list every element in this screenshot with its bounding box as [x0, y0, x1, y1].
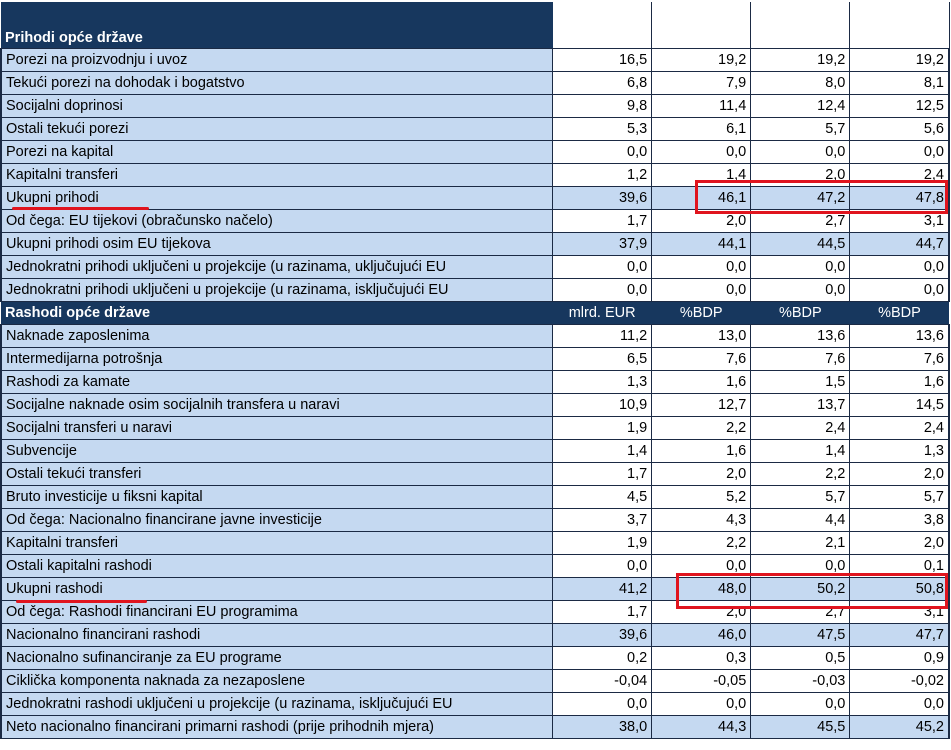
value-cell: 19,2: [652, 49, 751, 72]
table-row: [1, 440, 949, 463]
row-label: Jednokratni rashodi uključeni u projekcije (u razinama, isključujući EU: [1, 693, 553, 716]
value-cell: 1,4: [652, 164, 751, 187]
table-row: [1, 279, 949, 302]
value-cell: 4,5: [553, 486, 652, 509]
value-cell: 11,2: [553, 325, 652, 348]
value-cell: 5,3: [553, 118, 652, 141]
table-row: [1, 325, 949, 348]
value-cell: 2,0: [652, 463, 751, 486]
value-cell: 0,0: [652, 693, 751, 716]
value-cell: 19,2: [751, 49, 850, 72]
value-cell: 47,7: [850, 624, 949, 647]
value-cell: 46,0: [652, 624, 751, 647]
value-cell: 48,0: [652, 578, 751, 601]
value-cell: 47,2: [751, 187, 850, 210]
value-cell: -0,05: [652, 670, 751, 693]
row-label: Jednokratni prihodi uključeni u projekcije (u razinama, isključujući EU: [1, 279, 553, 302]
value-cell: 1,4: [751, 440, 850, 463]
value-cell: 0,0: [652, 279, 751, 302]
table-row: [1, 532, 949, 555]
value-cell: 2,0: [652, 601, 751, 624]
value-cell: 13,7: [751, 394, 850, 417]
value-cell: 0,0: [553, 693, 652, 716]
header-unit: mlrd. EUR: [553, 302, 652, 325]
value-cell: 19,2: [850, 49, 949, 72]
header-years-row: [1, 2, 949, 28]
value-cell: 8,0: [751, 72, 850, 95]
row-label: Naknade zaposlenima: [1, 325, 553, 348]
value-cell: 3,1: [850, 210, 949, 233]
value-cell: 4,4: [751, 509, 850, 532]
section-title-expenditure: Rashodi opće države: [1, 302, 553, 325]
row-label: Ukupni rashodi: [1, 578, 553, 601]
table-row: [1, 601, 949, 624]
row-label: Nacionalno sufinanciranje za EU programe: [1, 647, 553, 670]
value-cell: 44,5: [751, 233, 850, 256]
row-label: Tekući porezi na dohodak i bogatstvo: [1, 72, 553, 95]
row-label: Ostali tekući porezi: [1, 118, 553, 141]
value-cell: 2,0: [850, 463, 949, 486]
value-cell: 10,9: [553, 394, 652, 417]
value-cell: 13,6: [751, 325, 850, 348]
value-cell: 16,5: [553, 49, 652, 72]
header-unit: %BDP: [850, 28, 949, 49]
header-unit: %BDP: [751, 28, 850, 49]
value-cell: 14,5: [850, 394, 949, 417]
value-cell: 44,1: [652, 233, 751, 256]
value-cell: 44,7: [850, 233, 949, 256]
row-label: Ostali kapitalni rashodi: [1, 555, 553, 578]
value-cell: 5,7: [751, 118, 850, 141]
row-label: Porezi na proizvodnju i uvoz: [1, 49, 553, 72]
header-unit: %BDP: [652, 302, 751, 325]
value-cell: 0,3: [652, 647, 751, 670]
row-label: Neto nacionalno financirani primarni rashodi (prije prihodnih mjera): [1, 716, 553, 739]
row-label: Porezi na kapital: [1, 141, 553, 164]
value-cell: 2,1: [751, 532, 850, 555]
value-cell: 1,6: [652, 371, 751, 394]
value-cell: 47,8: [850, 187, 949, 210]
header-empty-cell: [1, 2, 553, 28]
value-cell: 45,2: [850, 716, 949, 739]
value-cell: 50,2: [751, 578, 850, 601]
value-cell: 0,0: [553, 555, 652, 578]
row-label: Ukupni prihodi: [1, 187, 553, 210]
row-label: Rashodi za kamate: [1, 371, 553, 394]
row-label: Ciklička komponenta naknada za nezaposlene: [1, 670, 553, 693]
value-cell: 3,8: [850, 509, 949, 532]
row-label: Socijalne naknade osim socijalnih transfera u naravi: [1, 394, 553, 417]
value-cell: 2,2: [652, 417, 751, 440]
value-cell: 1,4: [553, 440, 652, 463]
section-title-revenue: Prihodi opće države: [1, 28, 553, 49]
value-cell: 1,7: [553, 601, 652, 624]
value-cell: 5,6: [850, 118, 949, 141]
value-cell: 0,0: [553, 279, 652, 302]
header-year: 2026.: [850, 2, 949, 28]
value-cell: 0,0: [751, 555, 850, 578]
value-cell: 37,9: [553, 233, 652, 256]
value-cell: 0,0: [553, 141, 652, 164]
row-label: Kapitalni transferi: [1, 164, 553, 187]
table-row: [1, 233, 949, 256]
header-section-expenditure-row: [1, 302, 949, 325]
value-cell: 1,5: [751, 371, 850, 394]
row-label: Od čega: Rashodi financirani EU programima: [1, 601, 553, 624]
value-cell: -0,04: [553, 670, 652, 693]
table-row: [1, 348, 949, 371]
value-cell: 7,9: [652, 72, 751, 95]
value-cell: 2,0: [751, 164, 850, 187]
value-cell: 3,1: [850, 601, 949, 624]
table-row: [1, 141, 949, 164]
value-cell: 12,4: [751, 95, 850, 118]
value-cell: 0,0: [652, 141, 751, 164]
value-cell: 7,6: [652, 348, 751, 371]
table-row: [1, 256, 949, 279]
value-cell: 4,3: [652, 509, 751, 532]
row-label: Subvencije: [1, 440, 553, 463]
value-cell: 5,7: [850, 486, 949, 509]
value-cell: 1,6: [850, 371, 949, 394]
table-row: [1, 463, 949, 486]
value-cell: -0,02: [850, 670, 949, 693]
value-cell: 50,8: [850, 578, 949, 601]
value-cell: 0,0: [751, 256, 850, 279]
value-cell: 8,1: [850, 72, 949, 95]
table-row: [1, 371, 949, 394]
value-cell: 2,2: [751, 463, 850, 486]
value-cell: 1,7: [553, 210, 652, 233]
row-label: Bruto investicije u fiksni kapital: [1, 486, 553, 509]
table-row: [1, 555, 949, 578]
table-row: [1, 578, 949, 601]
table-row: [1, 49, 949, 72]
value-cell: 7,6: [850, 348, 949, 371]
table-row: [1, 693, 949, 716]
row-label: Jednokratni prihodi uključeni u projekcije (u razinama, uključujući EU: [1, 256, 553, 279]
value-cell: 2,4: [850, 417, 949, 440]
value-cell: 13,0: [652, 325, 751, 348]
value-cell: 44,3: [652, 716, 751, 739]
table-row: [1, 210, 949, 233]
row-label: Socijalni doprinosi: [1, 95, 553, 118]
table-row: [1, 670, 949, 693]
value-cell: -0,03: [751, 670, 850, 693]
value-cell: 0,5: [751, 647, 850, 670]
value-cell: 41,2: [553, 578, 652, 601]
table-row: [1, 716, 949, 739]
value-cell: 1,9: [553, 532, 652, 555]
table-row: [1, 624, 949, 647]
header-year: 2024.: [553, 2, 652, 28]
table-row: [1, 394, 949, 417]
value-cell: 0,0: [850, 693, 949, 716]
value-cell: 0,0: [850, 141, 949, 164]
value-cell: 0,0: [652, 555, 751, 578]
row-label: Socijalni transferi u naravi: [1, 417, 553, 440]
value-cell: 0,0: [850, 279, 949, 302]
value-cell: 0,0: [751, 693, 850, 716]
value-cell: 0,0: [652, 256, 751, 279]
row-label: Nacionalno financirani rashodi: [1, 624, 553, 647]
value-cell: 1,3: [850, 440, 949, 463]
row-label: Ukupni prihodi osim EU tijekova: [1, 233, 553, 256]
table-row: [1, 118, 949, 141]
header-unit: %BDP: [751, 302, 850, 325]
row-label: Od čega: EU tijekovi (obračunsko načelo): [1, 210, 553, 233]
table-row: [1, 95, 949, 118]
underline-ukupni-rashodi: [16, 600, 147, 603]
value-cell: 0,0: [850, 256, 949, 279]
value-cell: 11,4: [652, 95, 751, 118]
header-unit: mlrd. EUR: [553, 28, 652, 49]
value-cell: 2,4: [850, 164, 949, 187]
value-cell: 38,0: [553, 716, 652, 739]
fiscal-table: [0, 2, 950, 739]
row-label: Kapitalni transferi: [1, 532, 553, 555]
value-cell: 13,6: [850, 325, 949, 348]
value-cell: 6,1: [652, 118, 751, 141]
value-cell: 3,7: [553, 509, 652, 532]
value-cell: 5,7: [751, 486, 850, 509]
value-cell: 2,0: [652, 210, 751, 233]
value-cell: 0,0: [553, 256, 652, 279]
value-cell: 2,0: [850, 532, 949, 555]
value-cell: 2,2: [652, 532, 751, 555]
value-cell: 0,2: [553, 647, 652, 670]
value-cell: 12,7: [652, 394, 751, 417]
value-cell: 1,3: [553, 371, 652, 394]
value-cell: 2,7: [751, 601, 850, 624]
table-row: [1, 417, 949, 440]
table-row: [1, 509, 949, 532]
value-cell: 47,5: [751, 624, 850, 647]
value-cell: 39,6: [553, 187, 652, 210]
value-cell: 5,2: [652, 486, 751, 509]
header-section-revenue-row: [1, 28, 949, 49]
row-label: Ostali tekući transferi: [1, 463, 553, 486]
value-cell: 46,1: [652, 187, 751, 210]
value-cell: 1,2: [553, 164, 652, 187]
table-row: [1, 486, 949, 509]
header-unit: %BDP: [850, 302, 949, 325]
value-cell: 9,8: [553, 95, 652, 118]
header-unit: %BDP: [652, 28, 751, 49]
value-cell: 6,5: [553, 348, 652, 371]
value-cell: 0,9: [850, 647, 949, 670]
table-row: [1, 164, 949, 187]
row-label: Intermedijarna potrošnja: [1, 348, 553, 371]
value-cell: 0,0: [751, 279, 850, 302]
table-row: [1, 72, 949, 95]
value-cell: 1,9: [553, 417, 652, 440]
header-year: 2025.: [751, 2, 850, 28]
value-cell: 1,6: [652, 440, 751, 463]
value-cell: 0,1: [850, 555, 949, 578]
row-label: Od čega: Nacionalno financirane javne investicije: [1, 509, 553, 532]
value-cell: 6,8: [553, 72, 652, 95]
value-cell: 0,0: [751, 141, 850, 164]
value-cell: 2,4: [751, 417, 850, 440]
header-year: 2024.: [652, 2, 751, 28]
value-cell: 45,5: [751, 716, 850, 739]
value-cell: 7,6: [751, 348, 850, 371]
underline-ukupni-prihodi: [12, 207, 149, 210]
table-row: [1, 647, 949, 670]
value-cell: 39,6: [553, 624, 652, 647]
value-cell: 1,7: [553, 463, 652, 486]
value-cell: 12,5: [850, 95, 949, 118]
value-cell: 2,7: [751, 210, 850, 233]
